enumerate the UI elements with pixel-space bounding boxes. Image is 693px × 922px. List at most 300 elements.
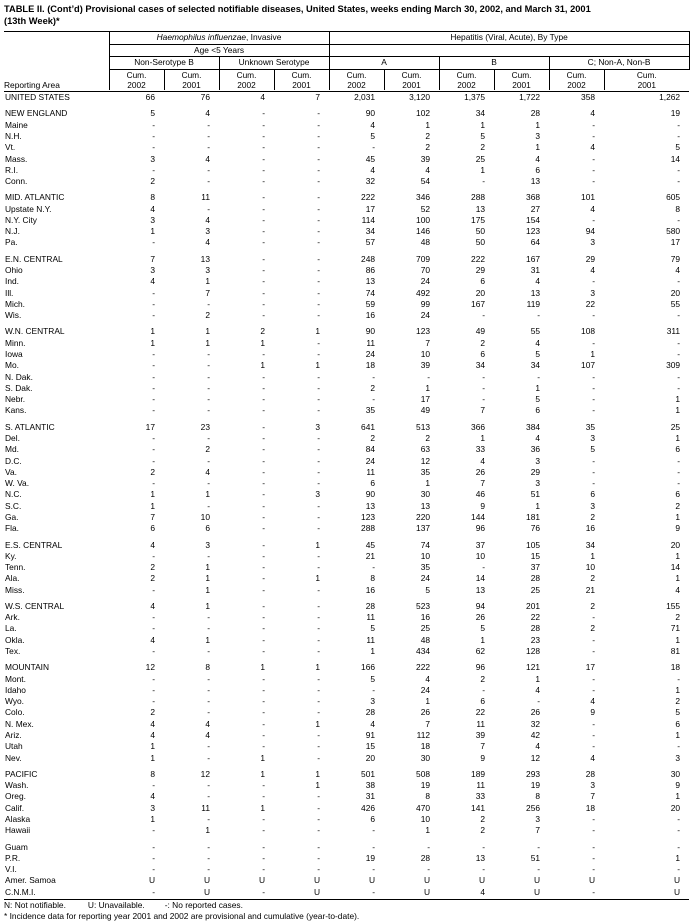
row-value-cell: - [677,337,681,348]
row-value-cell: 26 [475,466,486,477]
row-value-cell: - [262,511,265,522]
header-hepatitis-group-spacer [329,44,689,57]
row-value-cell: - [152,349,155,359]
cum-label: Cum. [401,69,422,80]
row-value-cell: 28 [530,108,541,119]
row-value-cell: 20 [365,752,376,763]
row-value-cell: 3 [370,696,376,707]
header-spacer-left [4,32,109,45]
row-value-cell: - [677,455,681,466]
row-value-cell: 17 [365,203,376,214]
row-value-cell: 112 [416,730,431,740]
row-value-cell: - [677,349,681,359]
row-value-cell: 1 [480,119,486,130]
row-value-cell: 3 [535,813,541,824]
row-value-cell: 101 [581,192,596,203]
row-area-label: Amer. Samoa [5,875,56,886]
row-value-cell: 63 [420,444,431,455]
row-value-cell: - [592,371,596,382]
row-value-cell: - [262,444,265,455]
row-value-cell: 22 [585,298,596,309]
year-label: 2001 [512,79,531,90]
row-value-cell: - [482,382,486,393]
row-area-label: Ind. [5,276,19,287]
title-line-2: (13th Week)* [4,15,60,26]
row-area-label: Vt. [5,142,16,153]
row-value-cell: 1 [205,600,210,611]
row-value-cell: - [207,696,210,707]
row-value-cell: 123 [361,511,376,522]
table-row [4,433,689,444]
row-value-cell: 201 [526,600,541,611]
row-value-cell: - [317,852,321,863]
row-value-cell: 5 [535,394,541,405]
row-value-cell: - [427,841,431,852]
row-value-cell: 5 [370,130,376,141]
row-area-label: Ga. [5,511,19,522]
row-value-cell: - [207,405,210,416]
row-value-cell: 34 [530,360,541,371]
row-value-cell: 3 [535,455,541,466]
row-value-cell: 4 [480,455,486,466]
row-value-cell: 81 [670,646,681,657]
row-area-label: Ky. [5,550,17,561]
row-value-cell: 1 [675,405,681,416]
row-value-cell: U [674,886,681,897]
row-value-cell: 366 [471,421,486,432]
row-value-cell: - [207,432,210,443]
row-value-cell: 13 [200,253,210,264]
row-area-label: Ill. [5,287,14,298]
footer-note: * Incidence data for reporting year 2001 and 2002 are provisional and cumulative (year-to-date). [4,911,360,922]
row-value-cell: 90 [365,489,376,500]
row-value-cell: - [592,337,596,348]
row-value-cell: - [262,600,265,611]
row-value-cell: 4 [425,164,431,175]
row-value-cell: 51 [530,852,541,863]
row-value-cell: 31 [365,791,376,802]
row-value-cell: 1 [315,780,321,791]
row-value-cell: 90 [365,326,376,337]
row-value-cell: - [207,382,210,393]
row-value-cell: 21 [585,584,596,595]
row-value-cell: 28 [530,573,541,584]
row-value-cell: 1 [590,550,596,561]
row-value-cell: - [427,371,431,382]
row-area-label: Ark. [5,612,20,623]
row-value-cell: - [317,253,321,264]
table-row [4,254,689,265]
row-value-cell: 19 [420,780,431,791]
row-value-cell: - [207,550,210,561]
row-value-cell: 13 [475,203,486,214]
row-value-cell: - [317,612,321,623]
row-value-cell: - [482,371,486,382]
header-col-hepc-2002 [549,69,604,90]
row-value-cell: 8 [150,768,155,779]
row-value-cell: 6 [535,405,541,416]
row-value-cell: 8 [205,662,210,673]
table-row [4,540,689,551]
row-value-cell: - [207,394,210,405]
row-value-cell: 1 [150,741,155,752]
row-value-cell: - [592,176,596,187]
row-area-label: Kans. [5,405,27,416]
row-value-cell: 181 [526,511,541,522]
row-value-cell: - [592,841,596,852]
row-value-cell: - [262,550,265,561]
row-value-cell: 6 [205,523,210,534]
row-value-cell: 2 [480,825,486,836]
row-value-cell: 28 [530,623,541,634]
row-value-cell: U [203,875,210,886]
row-value-cell: - [372,684,376,695]
row-value-cell: 5 [675,142,681,153]
row-value-cell: 8 [675,203,681,214]
row-value-cell: 100 [416,214,431,225]
row-value-cell: - [262,153,265,164]
row-value-cell: - [592,466,596,477]
row-value-cell: - [152,237,155,248]
row-value-cell: - [482,176,486,187]
row-area-label: N.C. [5,489,22,500]
table-row [4,276,689,287]
row-value-cell: 108 [581,326,596,337]
row-value-cell: - [207,455,210,466]
row-value-cell: 55 [530,326,541,337]
row-area-label: C.N.M.I. [5,886,36,897]
row-value-cell: - [262,623,265,634]
row-value-cell: 4 [205,237,210,248]
row-value-cell: - [592,394,596,405]
row-value-cell: 74 [420,539,431,550]
row-value-cell: 90 [365,108,376,119]
row-value-cell: 23 [530,634,541,645]
row-value-cell: 144 [471,511,486,522]
row-value-cell: 1 [205,573,210,584]
table-row [4,349,689,360]
row-value-cell: - [262,287,265,298]
row-value-cell: 3 [150,214,155,225]
row-value-cell: 25 [530,584,541,595]
row-value-cell: - [482,562,486,573]
row-value-cell: 1 [150,326,155,337]
row-value-cell: 30 [670,768,681,779]
row-value-cell: - [262,780,265,791]
row-value-cell: 309 [666,360,681,371]
header-row-cum [4,69,689,90]
row-value-cell: 17 [585,662,596,673]
row-area-label: Fla. [5,523,19,534]
row-value-cell: 26 [530,707,541,718]
table-row [4,875,689,886]
cum-label: Cum. [291,69,312,80]
row-value-cell: 29 [475,265,486,276]
row-value-cell: - [592,153,596,164]
row-value-cell: 4 [535,337,541,348]
row-value-cell: 1 [150,226,155,237]
row-value-cell: 8 [150,192,155,203]
row-value-cell: 4 [150,634,155,645]
row-value-cell: 1 [260,662,265,673]
row-value-cell: 492 [416,287,431,298]
row-value-cell: 470 [416,802,431,813]
row-value-cell: - [317,864,321,875]
table-row [4,512,689,523]
row-value-cell: - [262,825,265,836]
row-value-cell: 29 [530,466,541,477]
row-value-cell: - [152,612,155,623]
header-row-age [4,44,689,57]
header-row-disease-group [4,32,689,45]
row-value-cell: 4 [150,600,155,611]
row-value-cell: 24 [420,684,431,695]
row-value-cell: 9 [675,780,681,791]
cum-label: Cum. [566,69,587,80]
row-value-cell: - [317,741,321,752]
table-row [4,478,689,489]
row-value-cell: - [592,130,596,141]
header-col-hepb-2002 [439,69,494,90]
row-value-cell: - [677,310,681,321]
row-value-cell: - [152,164,155,175]
row-value-cell: - [152,886,155,897]
row-value-cell: 5 [675,707,681,718]
row-value-cell: 66 [145,92,155,103]
row-value-cell: 1 [675,730,681,740]
row-value-cell: - [677,276,681,287]
row-value-cell: 426 [361,802,376,813]
row-value-cell: 76 [530,523,541,534]
header-col-hepb-2001 [494,69,549,90]
row-value-cell: - [262,405,265,416]
row-value-cell: - [317,130,321,141]
row-value-cell: - [592,214,596,225]
row-value-cell: 35 [420,466,431,477]
row-value-cell: - [317,108,321,119]
table-row [4,573,689,584]
table-row [4,719,689,730]
row-value-cell: U [423,875,431,886]
row-value-cell: 19 [530,780,541,791]
row-value-cell: 50 [475,226,486,237]
row-value-cell: 7 [425,337,431,348]
row-value-cell: - [317,203,321,214]
row-area-label: NEW ENGLAND [5,108,68,119]
row-value-cell: 71 [670,623,681,634]
row-value-cell: - [592,634,596,645]
row-value-cell: 31 [530,265,541,276]
row-value-cell: 384 [526,421,541,432]
row-value-cell: - [262,684,265,695]
row-value-cell: 4 [205,466,210,477]
row-value-cell: - [207,371,210,382]
row-value-cell: 3 [535,478,541,489]
year-label: 2002 [457,79,476,90]
row-value-cell: 7 [205,287,210,298]
row-value-cell: - [207,684,210,695]
row-value-cell: - [372,864,376,875]
row-value-cell: 7 [480,741,486,752]
row-value-cell: 7 [150,253,155,264]
row-value-cell: - [317,550,321,561]
row-value-cell: 2 [480,142,486,153]
row-value-cell: - [482,864,486,875]
row-value-cell: - [677,673,681,684]
row-value-cell: 4 [150,539,155,550]
row-value-cell: - [262,612,265,623]
row-value-cell: - [207,349,210,359]
row-value-cell: 137 [416,523,431,534]
row-value-cell: - [317,265,321,276]
row-value-cell: 25 [670,421,681,432]
row-value-cell: 1 [425,825,431,836]
table-row [4,562,689,573]
row-value-cell: - [152,432,155,443]
row-value-cell: 51 [530,489,541,500]
table-row [4,730,689,741]
row-value-cell: 4 [205,730,210,740]
row-value-cell: 513 [416,421,431,432]
row-value-cell: - [262,276,265,287]
row-area-label: S. ATLANTIC [5,421,55,432]
table-row [4,769,689,780]
row-value-cell: 7 [590,791,596,802]
row-value-cell: 13 [530,287,541,298]
row-value-cell: - [207,852,210,863]
row-value-cell: 3,120 [409,92,431,103]
row-value-cell: 2 [150,707,155,718]
row-value-cell: - [592,612,596,623]
row-value-cell: 2 [425,432,431,443]
row-area-label: Tex. [5,646,21,657]
row-value-cell: 45 [365,153,376,164]
row-value-cell: 19 [365,852,376,863]
row-value-cell: - [317,237,321,248]
cum-label: Cum. [236,69,257,80]
row-value-cell: 8 [370,573,376,584]
row-value-cell: 5 [480,623,486,634]
row-value-cell: - [207,500,210,511]
row-value-cell: - [317,405,321,416]
row-value-cell: - [207,864,210,875]
row-value-cell: 39 [475,730,486,740]
row-value-cell: - [677,478,681,489]
row-area-label: Ariz. [5,730,22,740]
row-value-cell: 1 [675,432,681,443]
row-value-cell: - [207,130,210,141]
row-value-cell: - [317,276,321,287]
row-value-cell: 18 [420,741,431,752]
row-value-cell: - [152,478,155,489]
row-value-cell: 35 [420,562,431,573]
row-value-cell: 288 [361,523,376,534]
header-age-group: Age <5 Years [109,44,329,57]
row-value-cell: - [262,203,265,214]
row-value-cell: 1 [260,802,265,813]
row-value-cell: 4 [150,791,155,802]
table-header [4,32,689,92]
row-value-cell: - [317,192,321,203]
row-value-cell: 6 [480,276,486,287]
row-value-cell: - [677,813,681,824]
row-value-cell: 19 [670,108,681,119]
row-value-cell: - [592,730,596,740]
row-area-label: Md. [5,444,19,455]
row-value-cell: - [592,164,596,175]
row-value-cell: 2 [150,573,155,584]
row-value-cell: - [317,584,321,595]
row-value-cell: 62 [475,646,486,657]
row-value-cell: U [203,886,210,897]
row-area-label: Wash. [5,780,29,791]
row-value-cell: - [262,523,265,534]
header-col-nonserob-2002 [109,69,164,90]
row-value-cell: - [317,623,321,634]
row-value-cell: - [262,253,265,264]
row-value-cell: - [372,841,376,852]
row-area-label: N.Y. City [5,214,37,225]
row-area-label: Utah [5,741,23,752]
table-row [4,753,689,764]
row-value-cell: U [313,875,321,886]
table-row [4,192,689,203]
year-label: 2002 [127,79,146,90]
row-value-cell: 11 [201,192,210,203]
row-value-cell: 4 [535,276,541,287]
row-value-cell: 12 [200,768,210,779]
row-value-cell: 30 [420,752,431,763]
row-value-cell: - [262,500,265,511]
row-value-cell: - [152,780,155,791]
row-value-cell: 11 [366,466,376,477]
row-value-cell: 74 [365,287,376,298]
row-value-cell: U [533,875,541,886]
row-value-cell: 64 [530,237,541,248]
row-value-cell: - [372,394,376,405]
cum-label: Cum. [456,69,477,80]
row-value-cell: 1 [535,119,541,130]
table-row [4,338,689,349]
row-value-cell: 15 [365,741,376,752]
row-value-cell: 27 [530,203,541,214]
row-value-cell: - [262,852,265,863]
row-value-cell: - [592,864,596,875]
row-value-cell: 28 [365,600,376,611]
row-value-cell: 4 [535,741,541,752]
row-value-cell: 1 [425,382,431,393]
row-value-cell: 155 [666,600,681,611]
table-row [4,405,689,416]
row-value-cell: - [317,562,321,573]
table-row [4,842,689,853]
row-value-cell: 119 [526,298,541,309]
header-hib-group [109,32,329,45]
row-value-cell: 79 [670,253,681,264]
row-value-cell: - [317,752,321,763]
row-value-cell: 2 [675,696,681,707]
row-value-cell: 35 [585,421,596,432]
row-value-cell: 12 [530,752,541,763]
row-value-cell: 3 [205,226,210,237]
row-value-cell: 107 [581,360,596,371]
table-row [4,887,689,898]
year-label: 2002 [237,79,256,90]
row-value-cell: 12 [145,662,155,673]
row-value-cell: 37 [530,562,541,573]
row-area-label: W.N. CENTRAL [5,326,65,337]
row-value-cell: - [262,539,265,550]
